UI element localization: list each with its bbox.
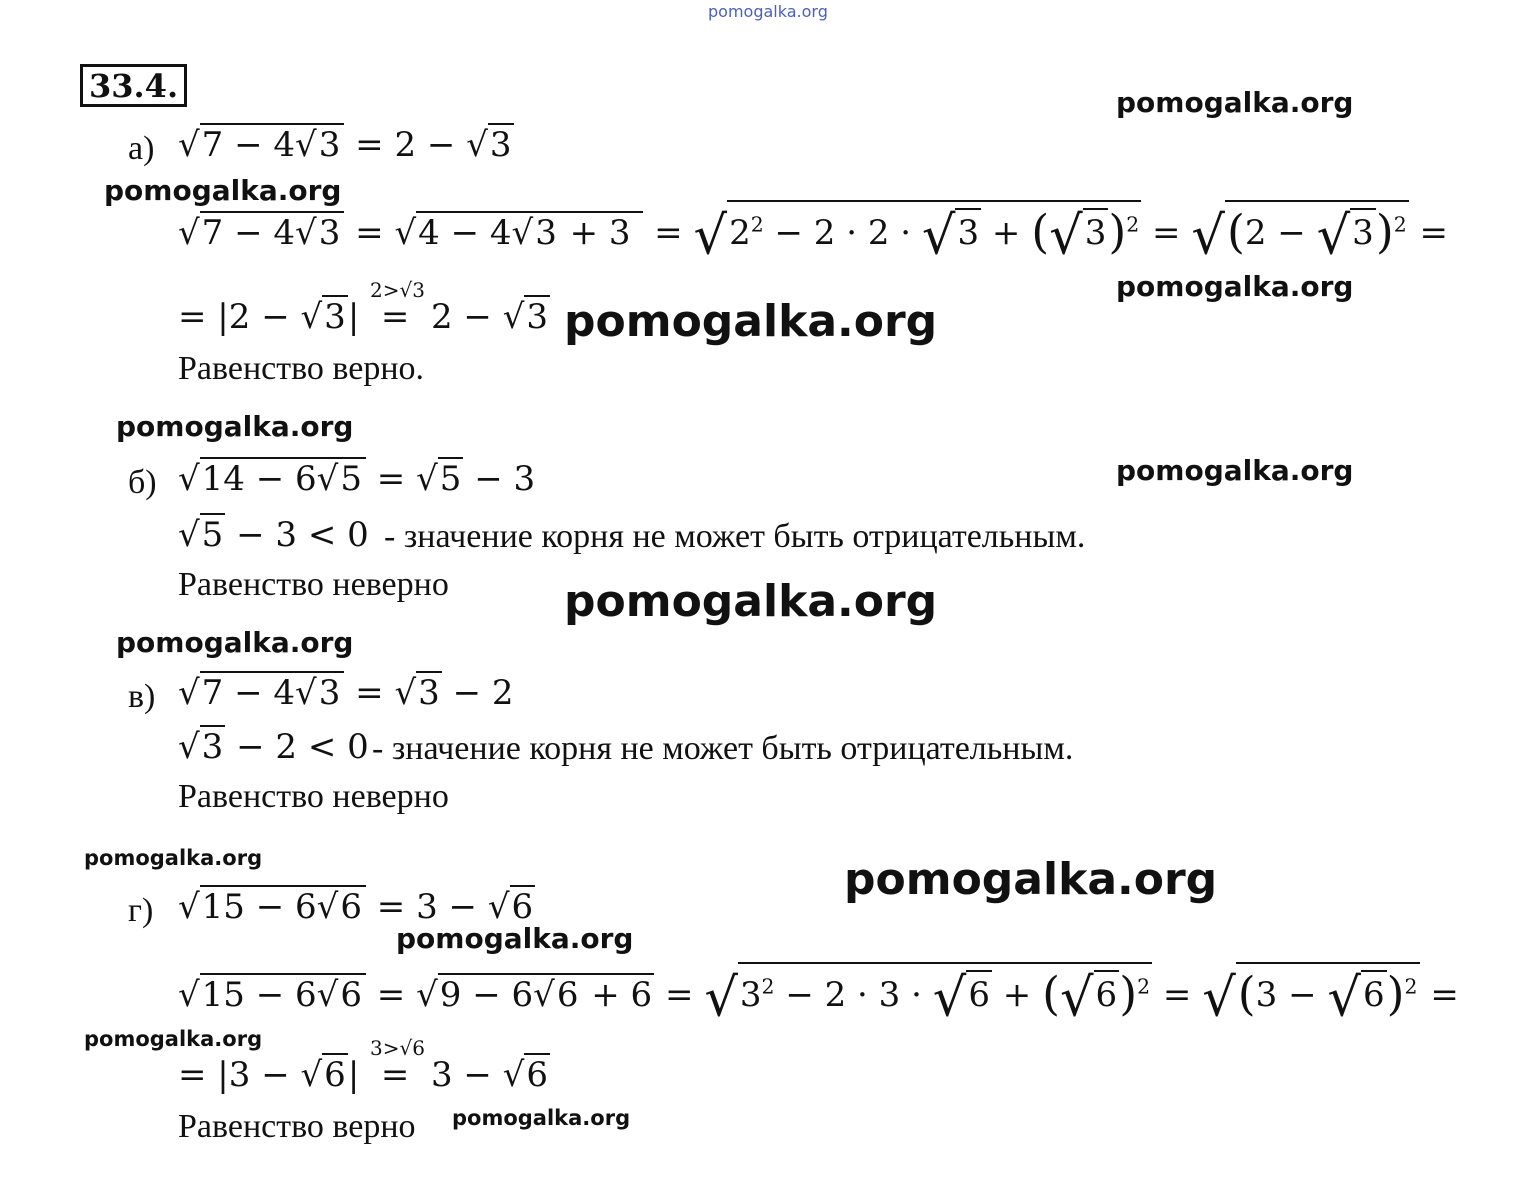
- problem-number-text: 33.4.: [89, 67, 179, 105]
- part-v-verdict: Равенство неверно: [178, 778, 449, 815]
- problem-number: [80, 64, 187, 107]
- part-g-derivation-1: $√15 - 6√6 = √9 - 6√6 + 6 = √3^2 - 2 \cdot 3 \cdot √6 + (√6)^2 = √(3 - √6)^2$ =: [178, 962, 1459, 1025]
- watermark-top: pomogalka.org: [708, 2, 828, 21]
- part-a-derivation-2: = |2 − √3| = 2 − √3: [178, 297, 549, 337]
- part-a-equation: √7 − 4√3 = 2 − √3: [178, 125, 512, 165]
- watermark: pomogalka.org: [1116, 270, 1354, 303]
- part-v-label: в): [128, 678, 156, 715]
- watermark: pomogalka.org: [844, 854, 1218, 905]
- part-g-label: г): [128, 892, 154, 929]
- part-v-inequality: √3 − 2 < 0: [178, 727, 369, 767]
- part-a-derivation-1: $√7 - 4√3 = √4 - 4√3 + 3 = √2^2 - 2 \cdot 2 \cdot √3 + (√3)^2 = √(2 - √3)^2$ =: [178, 200, 1448, 263]
- part-a-label: а): [128, 130, 155, 167]
- watermark: pomogalka.org: [116, 410, 354, 443]
- watermark: pomogalka.org: [104, 174, 342, 207]
- watermark: pomogalka.org: [1116, 454, 1354, 487]
- part-g-condition: 3>√6: [370, 1036, 425, 1060]
- watermark: pomogalka.org: [564, 296, 938, 347]
- watermark: pomogalka.org: [84, 846, 263, 870]
- watermark: pomogalka.org: [396, 922, 634, 955]
- part-b-inequality: √5 − 3 < 0: [178, 515, 369, 555]
- watermark: pomogalka.org: [452, 1106, 631, 1130]
- part-g-verdict: Равенство верно: [178, 1108, 416, 1145]
- watermark: pomogalka.org: [84, 1027, 263, 1051]
- part-b-label: б): [128, 464, 157, 501]
- part-v-equation: √7 − 4√3 = √3 − 2: [178, 673, 514, 713]
- watermark: pomogalka.org: [564, 576, 938, 627]
- watermark: pomogalka.org: [116, 626, 354, 659]
- part-b-note: - значение корня не может быть отрицательным.: [384, 518, 1086, 555]
- part-g-equation: √15 − 6√6 = 3 − √6: [178, 887, 534, 927]
- part-g-derivation-2: = |3 − √6| = 3 − √6: [178, 1055, 549, 1095]
- part-a-condition: 2>√3: [370, 278, 425, 302]
- part-b-equation: √14 − 6√5 = √5 − 3: [178, 459, 536, 499]
- part-v-note: - значение корня не может быть отрицательным.: [372, 730, 1074, 767]
- part-a-verdict: Равенство верно.: [178, 350, 425, 387]
- watermark: pomogalka.org: [1116, 86, 1354, 119]
- part-b-verdict: Равенство неверно: [178, 566, 449, 603]
